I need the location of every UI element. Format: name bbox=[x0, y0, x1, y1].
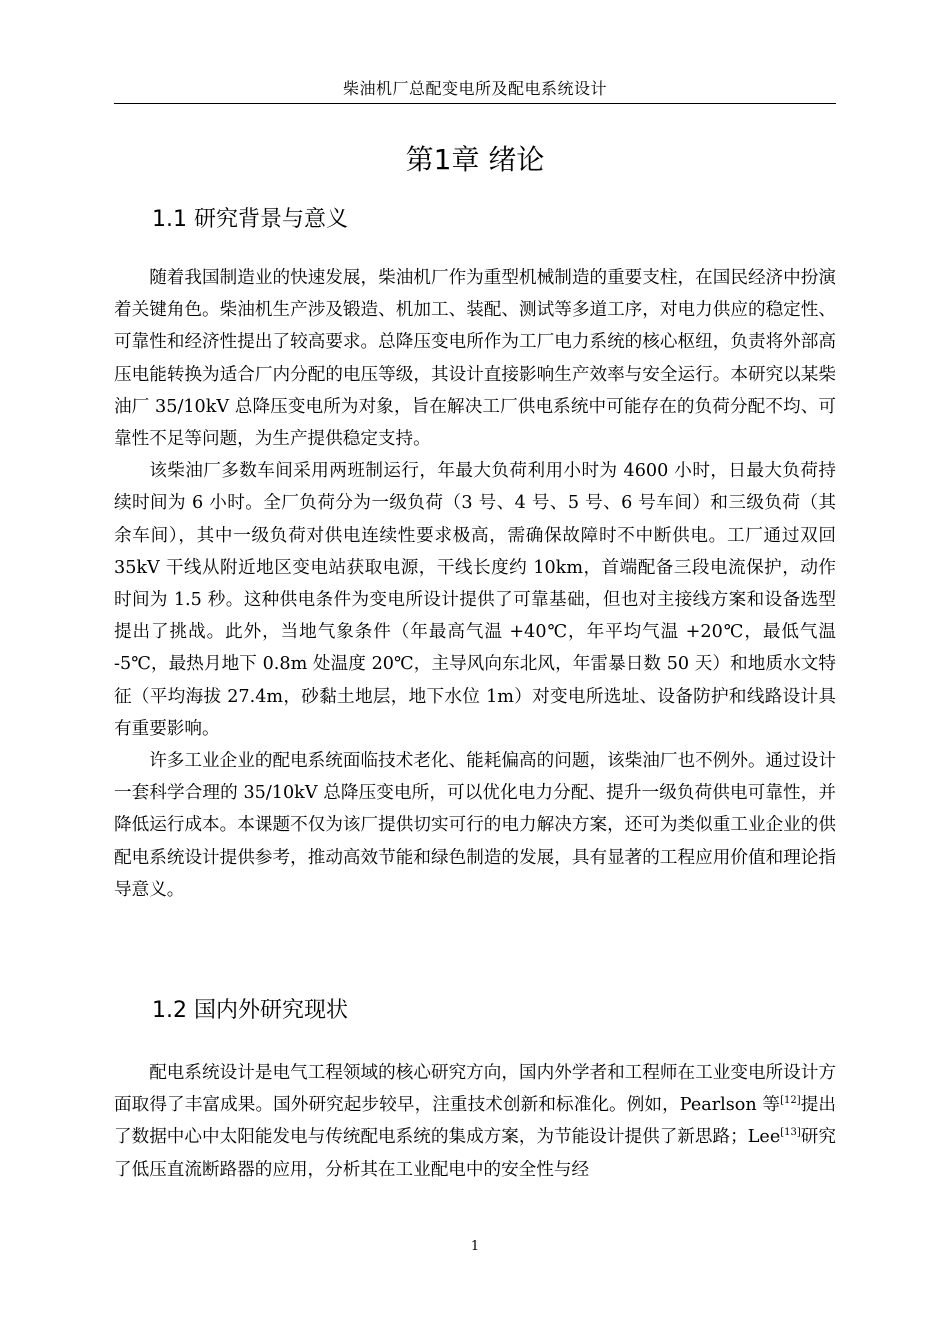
paragraph-text: 研究了低压直流断路器的应用，分析其在工业配电中的安全性与经 bbox=[114, 1127, 836, 1180]
paragraph: 该柴油厂多数车间采用两班制运行，年最大负荷利用小时为 4600 小时，日最大负荷持续时间为 6 小时。全厂负荷分为一级负荷（3 号、4 号、5 号、6 号车间）和三级负荷（其余车间），其中一级负荷对供电连续性要求极高，需确保故障时不中断供电。工厂通过双回 35kV 干线从附近地区变电站获取电源，干线长度约 10km，首端配备三段电流保护，动作时间为 1.5 秒。这种供电条件为变电所设计提供了可靠基础，但也对主接线方案和设备选型提出了挑战。此外，当地气象条件（年最高气温 +40℃，年平均气温 +20℃，最低气温 -5℃，最热月地下 0.8m 处温度 20℃，主导风向东北风，年雷暴日数 50 天）和地质水文特征（平均海拔 27.4m，砂黏土地层，地下水位 1m）对变电所选址、设备防护和线路设计具有重要影响。 bbox=[114, 461, 836, 739]
paragraph-text: 配电系统设计是电气工程领域的核心研究方向，国内外学者和工程师在工业变电所设计方面取得了丰富成果。国外研究起步较早，注重技术创新和标准化。例如，Pearlson 等 bbox=[114, 1063, 836, 1116]
section-1-1-body bbox=[114, 262, 836, 906]
header-divider bbox=[114, 103, 836, 104]
running-header: 柴油机厂总配变电所及配电系统设计 bbox=[342, 79, 607, 98]
citation-reference: [13] bbox=[780, 1127, 801, 1139]
paragraph-text: 提出了数据中心中太阳能发电与传统配电系统的集成方案，为节能设计提供了新思路；Lee bbox=[114, 1095, 836, 1148]
section-1-2-body bbox=[114, 1057, 836, 1186]
page-number: 1 bbox=[470, 1239, 480, 1254]
paragraph: 许多工业企业的配电系统面临技术老化、能耗偏高的问题，该柴油厂也不例外。通过设计一套科学合理的 35/10kV 总降压变电所，可以优化电力分配、提升一级负荷供电可靠性，并降低运行成本。本课题不仅为该厂提供切实可行的电力解决方案，还可为类似重工业企业的供配电系统设计提供参考，推动高效节能和绿色制造的发展，具有显著的工程应用价值和理论指导意义。 bbox=[114, 751, 836, 900]
section-title-1-1: 1.1 研究背景与意义 bbox=[152, 207, 348, 232]
paragraph bbox=[114, 1057, 836, 1186]
chapter-title: 第1章 绪论 bbox=[405, 143, 545, 176]
paragraph: 随着我国制造业的快速发展，柴油机厂作为重型机械制造的重要支柱，在国民经济中扮演着关键角色。柴油机生产涉及锻造、机加工、装配、测试等多道工序，对电力供应的稳定性、可靠性和经济性提出了较高要求。总降压变电所作为工厂电力系统的核心枢纽，负责将外部高压电能转换为适合厂内分配的电压等级，其设计直接影响生产效率与安全运行。本研究以某柴油厂 35/10kV 总降压变电所为对象，旨在解决工厂供电系统中可能存在的负荷分配不均、可靠性不足等问题，为生产提供稳定支持。 bbox=[114, 268, 836, 450]
section-title-1-2: 1.2 国内外研究现状 bbox=[152, 998, 348, 1023]
citation-reference: [12] bbox=[780, 1095, 801, 1107]
